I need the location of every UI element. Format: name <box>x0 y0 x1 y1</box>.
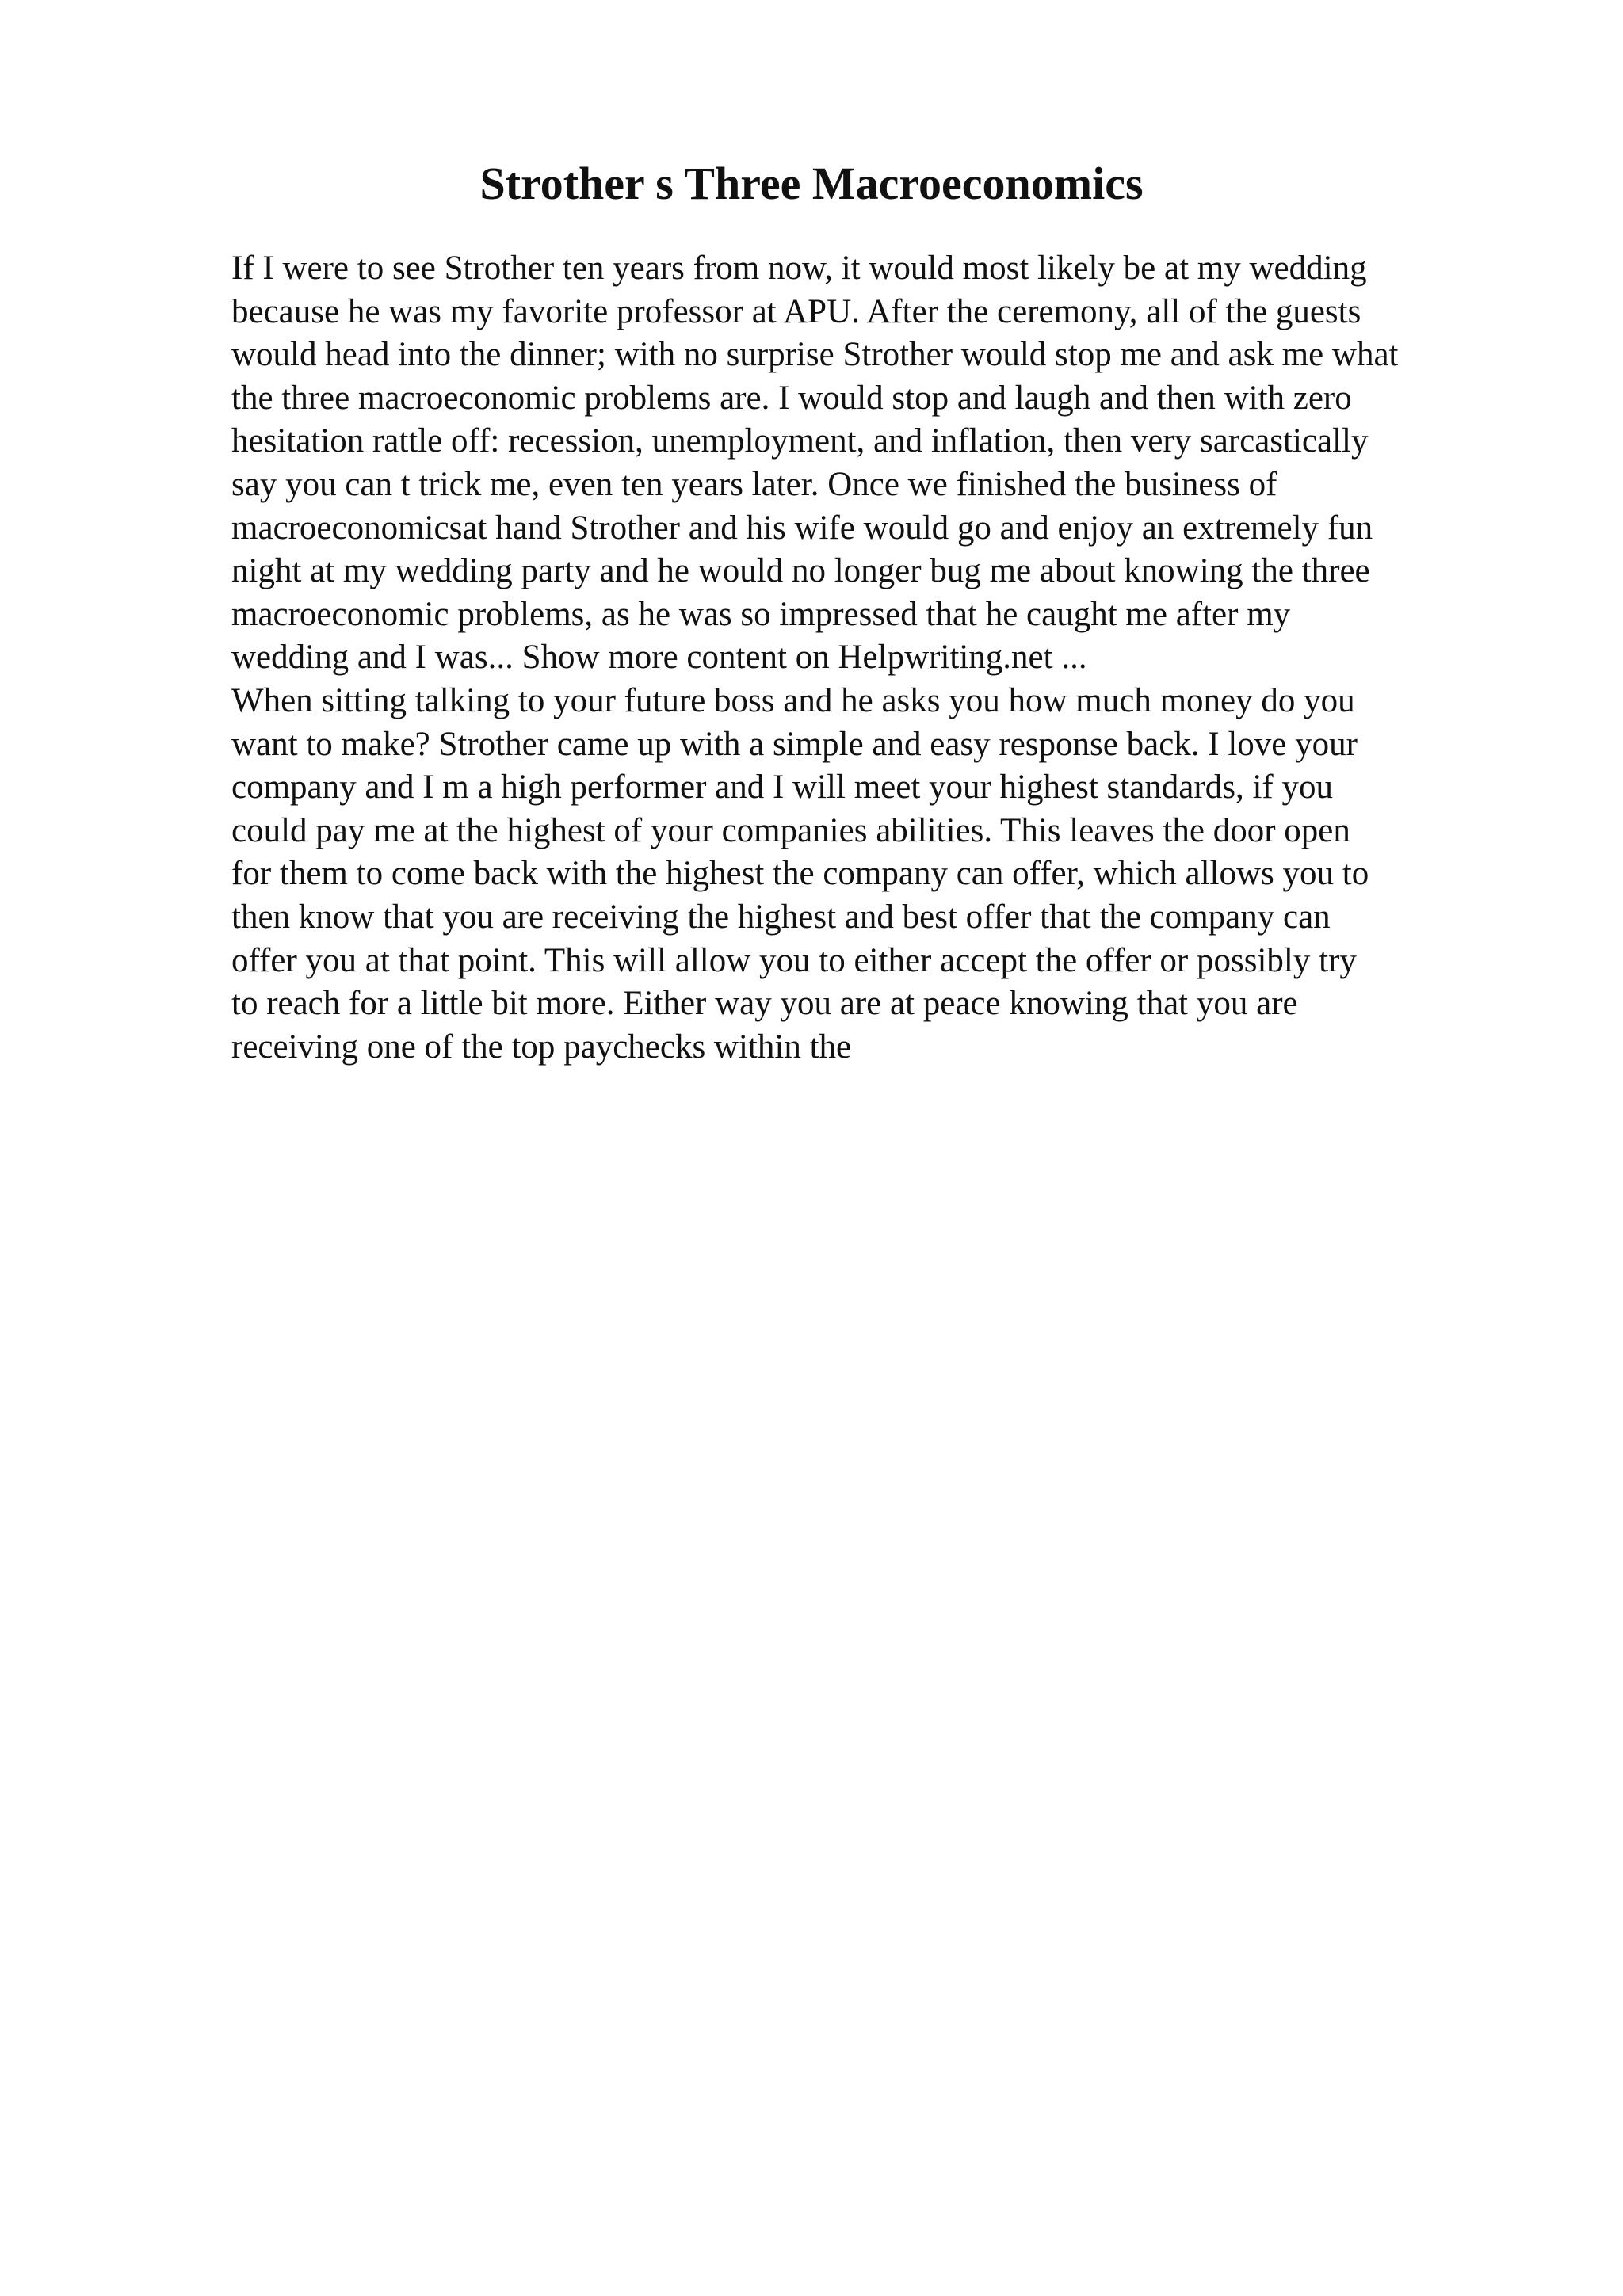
paragraph-2 <box>231 680 1515 1069</box>
paragraph-1 <box>231 247 1515 680</box>
text-line: hesitation rattle off: recession, unemployment, and inflation, then very sarcastically <box>231 422 1369 460</box>
text-line: offer you at that point. This will allow you to either accept the offer or possibly try <box>231 941 1357 979</box>
text-line: the three macroeconomic problems are. I would stop and laugh and then with zero <box>231 379 1352 417</box>
text-line: receiving one of the top paychecks within the <box>231 1028 852 1066</box>
text-line: say you can t trick me, even ten years later. Once we finished the business of <box>231 465 1277 503</box>
text-line: If I were to see Strother ten years from now, it would most likely be at my wedding <box>231 250 1367 287</box>
text-line: macroeconomic problems, as he was so impressed that he caught me after my <box>231 595 1291 633</box>
text-line: would head into the dinner; with no surprise Strother would stop me and ask me what <box>231 336 1399 374</box>
text-line: want to make? Strother came up with a simple and easy response back. I love your <box>231 725 1358 763</box>
text-line: then know that you are receiving the highest and best offer that the company can <box>231 898 1331 936</box>
text-line: could pay me at the highest of your companies abilities. This leaves the door open <box>231 811 1350 849</box>
text-line: company and I m a high performer and I will meet your highest standards, if you <box>231 769 1333 807</box>
document-body <box>231 247 1515 1069</box>
text-line: night at my wedding party and he would no longer bug me about knowing the three <box>231 552 1370 590</box>
text-line: to reach for a little bit more. Either way you are at peace knowing that you are <box>231 985 1298 1023</box>
text-line: for them to come back with the highest the company can offer, which allows you to <box>231 855 1369 893</box>
text-line: wedding and I was... Show more content on Helpwriting.net ... <box>231 639 1087 677</box>
text-line: because he was my favorite professor at APU. After the ceremony, all of the guests <box>231 292 1361 330</box>
text-line: macroeconomicsat hand Strother and his wife would go and enjoy an extremely fun <box>231 509 1373 547</box>
document-title: Strother s Three Macroeconomics <box>479 158 1144 209</box>
text-line: When sitting talking to your future boss and he asks you how much money do you <box>231 681 1355 719</box>
